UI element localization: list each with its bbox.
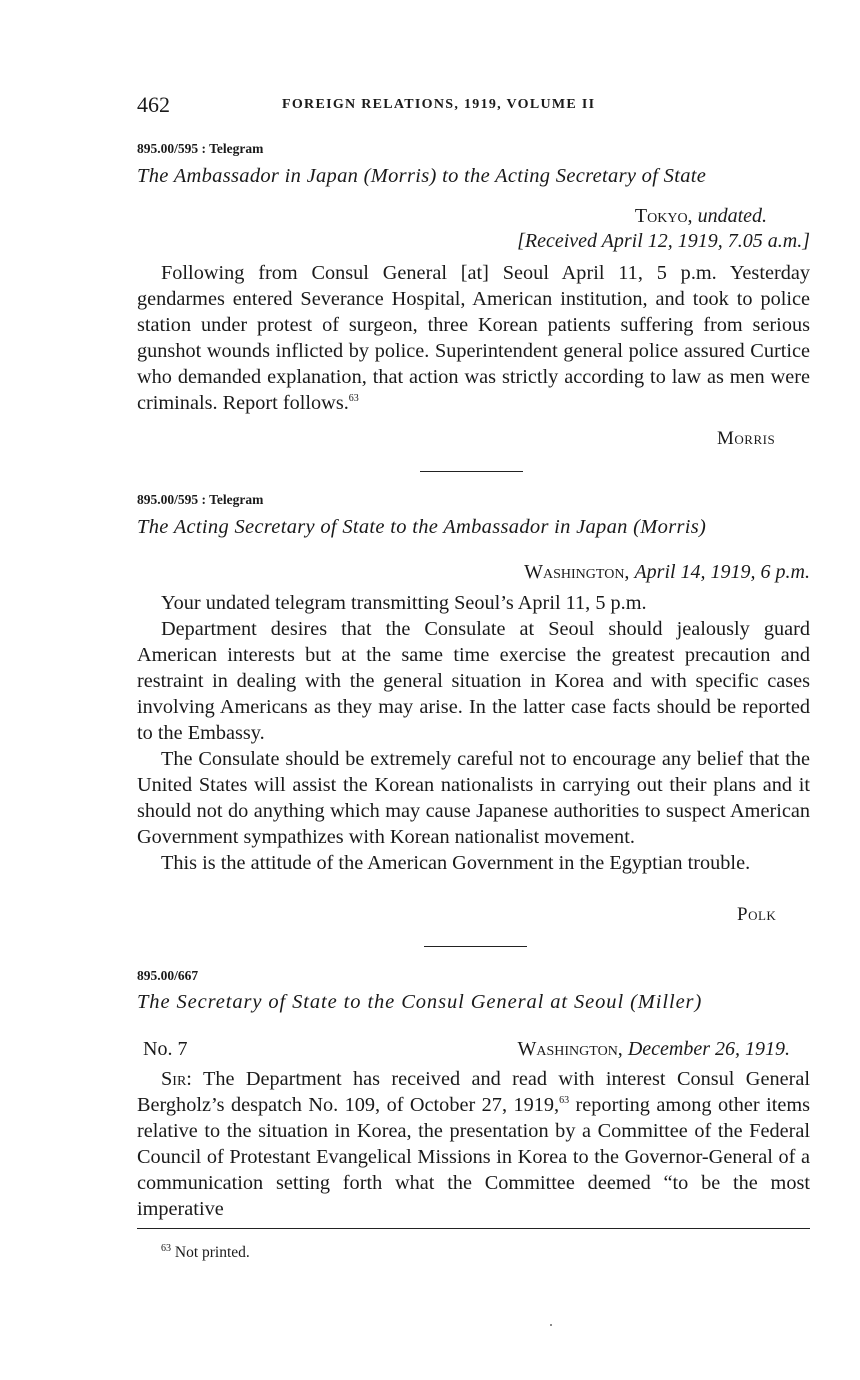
doc2-paragraph: The Consulate should be extremely careful not to encourage any belief that the United States will assist the Korean nationalists in carrying out their plans and it should not do anything which may cause Japanese authorities to suspect American Government sympathizes with Korean nationalist movement. <box>137 748 810 848</box>
footnote-marker: 63 <box>161 1242 171 1254</box>
doc3-date: December 26, 1919. <box>627 1038 790 1060</box>
doc1-received: [Received April 12, 1919, 7.05 a.m.] <box>517 230 810 252</box>
footnote-text: Not printed. <box>174 1244 250 1261</box>
footnote <box>161 1244 250 1262</box>
doc3-number: No. 7 <box>143 1038 188 1060</box>
doc1-dateline <box>635 205 767 228</box>
page-number: 462 <box>137 92 170 117</box>
doc2-body <box>137 590 810 876</box>
doc3-text-part1: The Department has received and read with interest Consul General Bergholz’s despatch No. 109, of October 27, 1919, <box>137 1068 810 1116</box>
doc1-file-number: 895.00/595 : Telegram <box>137 141 264 156</box>
doc2-title: The Acting Secretary of State to the Ambassador in Japan (Morris) <box>137 516 707 538</box>
running-title: FOREIGN RELATIONS, 1919, VOLUME II <box>282 97 596 112</box>
doc2-signature: Polk <box>737 904 777 925</box>
doc3-salutation: Sir: <box>161 1068 192 1090</box>
doc2-paragraph: This is the attitude of the American Government in the Egyptian trouble. <box>161 852 751 874</box>
doc3-title: The Secretary of State to the Consul General at Seoul (Miller) <box>137 991 703 1013</box>
section-divider <box>424 946 527 947</box>
doc1-paragraph <box>137 260 810 416</box>
doc2-dateline <box>524 561 810 584</box>
doc3-body <box>137 1066 810 1222</box>
doc1-paragraph-text: Following from Consul General [at] Seoul April 11, 5 p.m. Yesterday gendarmes entered Severance Hospital, American institution, and took to police station under protest of surgeon, three Korean patients suffering from serious gunshot wounds inflicted by police. Superintendent general police assured Curtice who demanded explanation, that action was strictly according to law as men were criminals. Report follows. <box>137 262 810 414</box>
section-divider <box>420 471 523 472</box>
doc1-place: Tokyo, <box>634 205 693 227</box>
footnote-rule <box>137 1228 810 1229</box>
running-head <box>137 92 810 122</box>
doc1-body <box>137 260 810 416</box>
doc1-footnote-ref: 63 <box>348 393 359 405</box>
doc1-date: undated. <box>697 205 767 227</box>
doc2-paragraph: Your undated telegram transmitting Seoul’s April 11, 5 p.m. <box>161 592 647 614</box>
doc3-paragraph <box>137 1066 810 1222</box>
doc3-dateline <box>518 1038 790 1061</box>
doc2-paragraph: Department desires that the Consulate at Seoul should jealously guard American interests but at the same time exercise the greatest precaution and restraint in dealing with the general situation in Korea and with specific cases involving Americans as they may arise. In the latter case facts should be reported to the Embassy. <box>137 618 810 744</box>
doc1-title: The Ambassador in Japan (Morris) to the Acting Secretary of State <box>137 165 707 187</box>
doc3-footnote-ref: 63 <box>559 1095 570 1107</box>
doc3-text-part2: reporting among other items relative to the situation in Korea, the presentation by a Committee of the Federal Council of Protestant Evangelical Missions in Korea to the Governor-General of a communication setting forth what the Committee deemed “to be the most imperative <box>137 1094 811 1220</box>
doc3-place: Washington, <box>517 1038 623 1060</box>
doc2-place: Washington, <box>524 561 630 583</box>
doc3-file-number: 895.00/667 <box>137 968 199 983</box>
doc2-file-number: 895.00/595 : Telegram <box>137 492 264 507</box>
doc1-signature: Morris <box>717 428 776 449</box>
doc2-date: April 14, 1919, 6 p.m. <box>634 561 810 583</box>
scan-speck <box>550 1324 552 1326</box>
